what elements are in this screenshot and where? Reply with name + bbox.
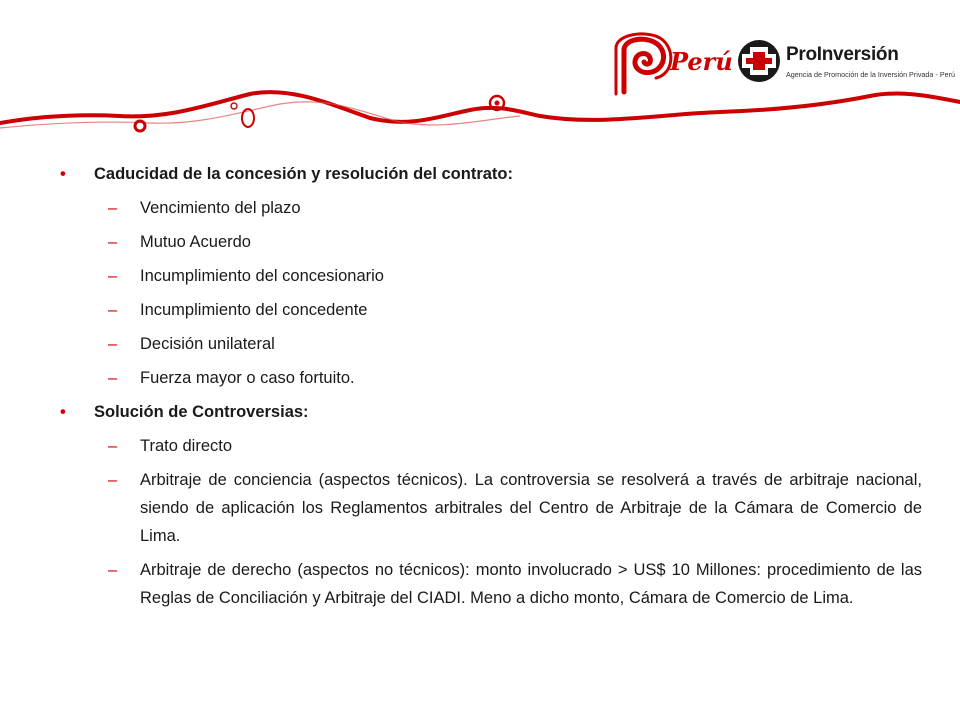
proinversion-logo xyxy=(736,38,956,88)
dash-icon: – xyxy=(108,199,118,217)
dash-icon: – xyxy=(108,233,118,251)
peru-brand-logo xyxy=(612,34,733,98)
list-item xyxy=(60,194,922,222)
bullet-icon: • xyxy=(60,165,66,183)
list-item-text: Arbitraje de conciencia (aspectos técnicos). La controversia se resolverá a través de arbitraje nacional, siendo de aplicación los Reglamentos arbitrales del Centro de Arbitraje de la Cámara de Comercio de Lima. xyxy=(140,471,922,545)
list-item xyxy=(60,364,922,392)
dash-icon: – xyxy=(108,301,118,319)
dash-icon: – xyxy=(108,369,118,387)
section-title-text: Solución de Controversias: xyxy=(94,403,309,421)
list-item xyxy=(60,296,922,324)
dash-icon: – xyxy=(108,437,118,455)
proinversion-tagline: Agencia de Promoción de la Inversión Privada - Perú xyxy=(786,70,955,79)
peru-logo-icon xyxy=(612,34,733,98)
section-title-caducidad xyxy=(60,160,922,188)
list-item-text: Arbitraje de derecho (aspectos no técnicos): monto involucrado > US$ 10 Millones: procedimiento de las Reglas de Conciliación y Arbitraje del CIADI. Meno a dicho monto, Cámara de Comercio de Lima. xyxy=(140,561,922,607)
list-item-text: Incumplimiento del concesionario xyxy=(140,267,384,285)
list-item-text: Trato directo xyxy=(140,437,233,455)
peru-logo-text: Perú xyxy=(670,47,733,76)
proinversion-name: ProInversión xyxy=(786,44,899,65)
list-item-text: Incumplimiento del concedente xyxy=(140,301,368,319)
proinversion-emblem-icon xyxy=(736,38,782,84)
list-item-text: Fuerza mayor o caso fortuito. xyxy=(140,369,355,387)
list-item-text: Vencimiento del plazo xyxy=(140,199,301,217)
list-item xyxy=(60,466,922,550)
slide-content xyxy=(60,160,922,618)
dash-icon: – xyxy=(108,471,118,489)
list-item xyxy=(60,262,922,290)
list-item xyxy=(60,556,922,612)
list-item xyxy=(60,330,922,358)
dash-icon: – xyxy=(108,335,118,353)
section-title-controversias xyxy=(60,398,922,426)
list-item xyxy=(60,432,922,460)
list-item xyxy=(60,228,922,256)
dash-icon: – xyxy=(108,561,118,579)
bullet-icon: • xyxy=(60,403,66,421)
list-item-text: Mutuo Acuerdo xyxy=(140,233,251,251)
dash-icon: – xyxy=(108,267,118,285)
section-title-text: Caducidad de la concesión y resolución del contrato: xyxy=(94,165,514,183)
list-item-text: Decisión unilateral xyxy=(140,335,275,353)
